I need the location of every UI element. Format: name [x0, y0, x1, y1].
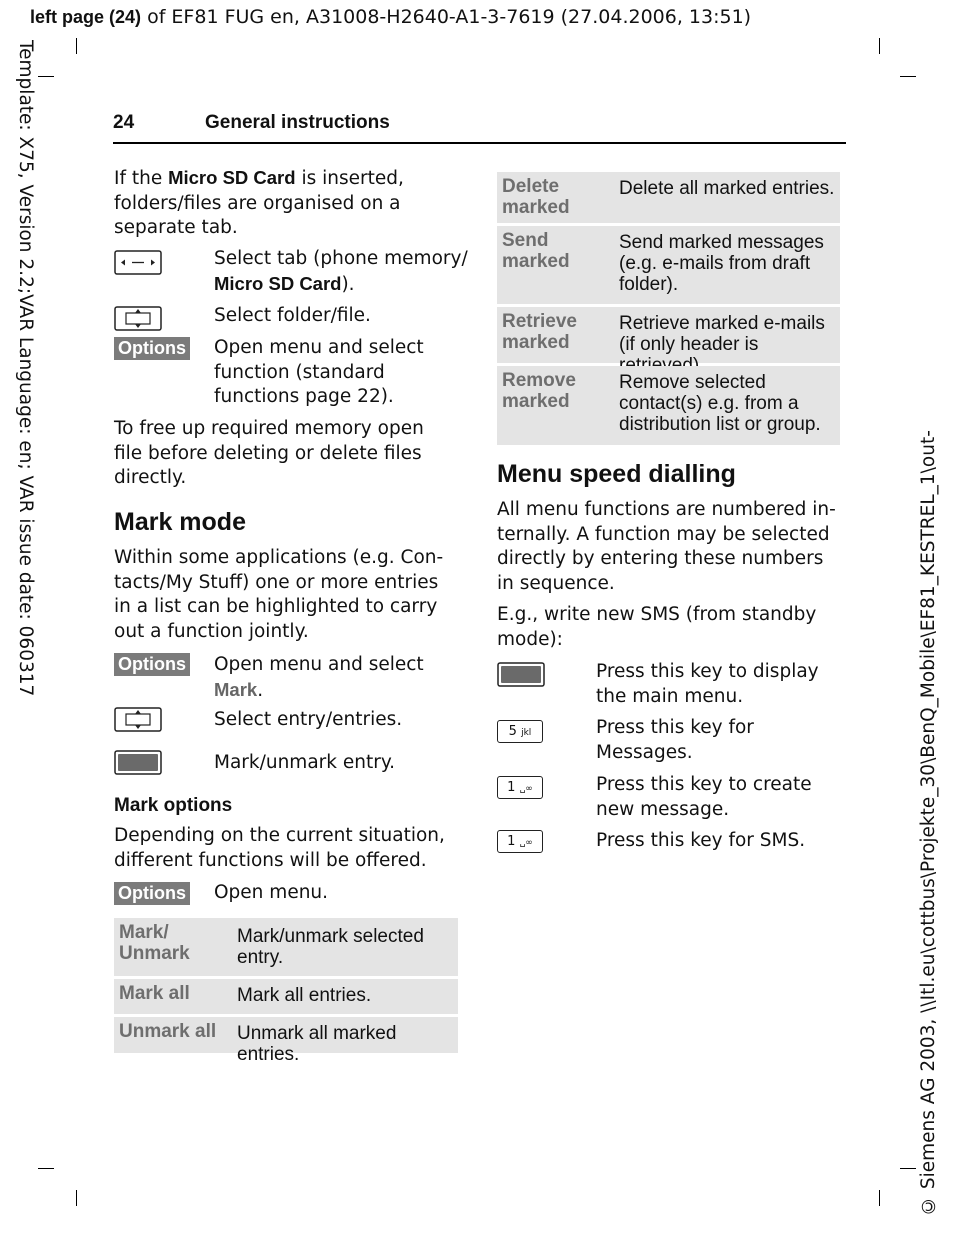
step-open-menu-options: Open menu.: [214, 882, 329, 903]
key-1-icon: 1 ␣∞: [497, 776, 543, 799]
crop-mark: [38, 76, 54, 77]
step-mark-unmark: Mark/unmark entry.: [214, 752, 396, 773]
nav-up-down-key-icon: [114, 707, 162, 732]
row-label: Mark/ Unmark: [119, 922, 190, 964]
row-description: Unmark all marked entries.: [237, 1023, 397, 1065]
options-softkey: Options: [114, 653, 190, 676]
step-open-menu-mark: Open menu and select Mark.: [214, 654, 424, 701]
table-row: [114, 918, 458, 976]
row-label: Mark all: [119, 983, 190, 1004]
table-row: [497, 307, 840, 363]
example-paragraph: E.g., write new SMS (from standby mode):: [497, 604, 817, 650]
row-description: Retrieve marked e-mails (if only header is: [619, 313, 825, 355]
nav-up-down-key-icon: [114, 306, 162, 331]
row-description: Mark all entries.: [237, 985, 372, 1006]
options-softkey: Options: [114, 337, 190, 360]
row-label: Delete marked: [502, 176, 570, 218]
step-create-message: Press this key to create new message.: [596, 774, 812, 820]
step-select-tab: Select tab (phone memory/ Micro SD Card).: [214, 248, 468, 295]
crop-mark: [38, 1168, 54, 1169]
row-label: Send marked: [502, 230, 570, 272]
options-softkey: Options: [114, 882, 190, 905]
mark-options-paragraph: Depending on the current situation, different functions will be offered.: [114, 825, 445, 871]
step-open-menu: Open menu and select function (standard functions page 22).: [214, 337, 424, 407]
table-row: [497, 172, 840, 223]
center-key-icon: [114, 750, 162, 775]
mark-options-heading: Mark options: [114, 795, 233, 816]
crop-mark: [900, 1168, 916, 1169]
crop-mark: [879, 1190, 880, 1206]
row-description: Send marked messages (e.g. e-mails from draft folder).: [619, 232, 824, 295]
crop-mark: [879, 38, 880, 54]
crop-mark: [76, 38, 77, 54]
table-row: [497, 366, 840, 445]
row-description: Mark/unmark selected entry.: [237, 926, 424, 968]
crop-mark: [900, 76, 916, 77]
step-messages: Press this key for Messages.: [596, 717, 754, 763]
crop-mark: [76, 1190, 77, 1206]
copyright-path: © Siemens AG 2003, \\Itl.eu\cottbus\Projekte_30\BenQ_Mobile\EF81_KESTREL_1\out-: [918, 430, 939, 1216]
menu-speed-dialling-heading: Menu speed dialling: [497, 460, 736, 488]
key-1-icon: 1 ␣∞: [497, 830, 543, 853]
table-row: [114, 979, 458, 1014]
row-description: Delete all marked entries.: [619, 178, 835, 199]
page-number: 24: [113, 112, 135, 133]
nav-left-right-key-icon: [114, 250, 162, 275]
table-row: [114, 1017, 458, 1065]
print-header: left page (24) of EF81 FUG en, A31008-H2640-A1-3-7619 (27.04.2006, 13:51): [30, 6, 752, 28]
row-label: Unmark all: [119, 1021, 217, 1042]
mark-mode-heading: Mark mode: [114, 508, 246, 536]
free-memory-paragraph: To free up required memory open file before deleting or delete files directly.: [114, 418, 424, 488]
center-key-icon: [497, 662, 545, 687]
step-main-menu: Press this key to display the main menu.: [596, 661, 819, 707]
intro-paragraph: If the Micro SD Card is inserted, folders/files are organised on a separate tab.: [114, 167, 404, 238]
row-label: Retrieve marked: [502, 311, 577, 353]
mark-mode-paragraph: Within some applications (e.g. Con- tacts/My Stuff) one or more entries in a list can be highlighted to carry out a function jointly.: [114, 547, 444, 642]
key-5-icon: 5 jkl: [497, 720, 543, 743]
template-info: Template: X75, Version 2.2;VAR Language: en; VAR issue date: 060317: [15, 40, 36, 697]
step-select-entries: Select entry/entries.: [214, 709, 403, 730]
row-description: Remove selected contact(s) e.g. from a distribution list or group.: [619, 372, 821, 435]
step-sms: Press this key for SMS.: [596, 830, 806, 851]
speed-dialling-paragraph: All menu functions are numbered in- ternally. A function may be selected directly by entering these numbers in sequence.: [497, 499, 836, 594]
header-rule: [113, 142, 846, 144]
row-label: Remove marked: [502, 370, 576, 412]
step-select-folder: Select folder/file.: [214, 305, 371, 326]
table-row: [497, 226, 840, 304]
page-title: General instructions: [205, 112, 390, 133]
